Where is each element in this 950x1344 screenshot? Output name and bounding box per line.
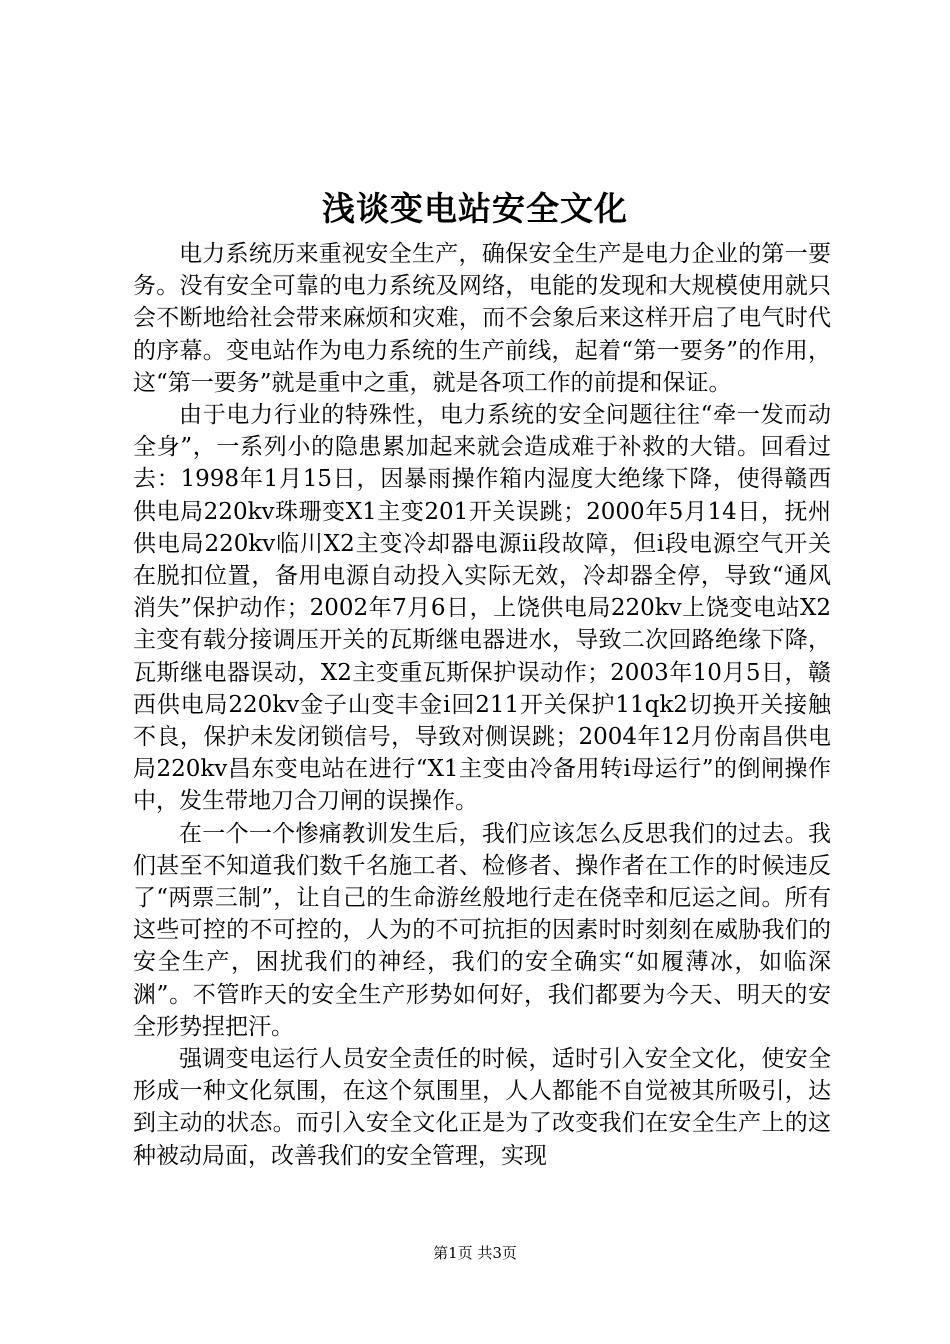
- document-body: [133, 238, 831, 1172]
- paragraph-2: 由于电力行业的特殊性，电力系统的安全问题往往“牵一发而动全身”，一系列小的隐患累加起来就会造成难于补救的大错。回看过去：1998年1月15日，因暴雨操作箱内湿度大绝缘下降，使得赣西供电局220kv珠珊变X1主变201开关误跳；2000年5月14日，抚州供电局220kv临川X2主变冷却器电源ⅱ段故障，但ⅰ段电源空气开关在脱扣位置，备用电源自动投入实际无效，冷却器全停，导致“通风消失”保护动作；2002年7月6日，上饶供电局220kv上饶变电站X2主变有载分接调压开关的瓦斯继电器进水，导致二次回路绝缘下降，瓦斯继电器误动，X2主变重瓦斯保护误动作；2003年10月5日，赣西供电局220kv金子山变丰金ⅰ回211开关保护11qk2切换开关接触不良，保护未发闭锁信号，导致对侧误跳；2004年12月份南昌供电局220kv昌东变电站在进行“X1主变由冷备用转ⅰ母运行”的倒闸操作中，发生带地刀合刀闸的误操作。: [133, 402, 831, 815]
- paragraph-1: 电力系统历来重视安全生产，确保安全生产是电力企业的第一要务。没有安全可靠的电力系统及网络，电能的发现和大规模使用就只会不断地给社会带来麻烦和灾难，而不会象后来这样开启了电气时代的序幕。变电站作为电力系统的生产前线，起着“第一要务”的作用，这“第一要务”就是重中之重，就是各项工作的前提和保证。: [133, 241, 831, 396]
- page-number-footer: 第1页 共3页: [433, 1244, 517, 1262]
- paragraph-3: 在一个一个惨痛教训发生后，我们应该怎么反思我们的过去。我们甚至不知道我们数千名施工者、检修者、操作者在工作的时候违反了“两票三制”，让自己的生命游丝般地行走在侥幸和厄运之间。所有这些可控的不可控的，人为的不可抗拒的因素时时刻刻在威胁我们的安全生产，困扰我们的神经，我们的安全确实“如履薄冰，如临深渊”。不管昨天的安全生产形势如何好，我们都要为今天、明天的安全形势捏把汗。: [133, 820, 831, 1040]
- document-title: 浅谈变电站安全文化: [322, 189, 628, 228]
- paragraph-4: 强调变电运行人员安全责任的时候，适时引入安全文化，使安全形成一种文化氛围，在这个氛围里，人人都能不自觉被其所吸引，达到主动的状态。而引入安全文化正是为了改变我们在安全生产上的这种被动局面，改善我们的安全管理，实现: [133, 1046, 831, 1169]
